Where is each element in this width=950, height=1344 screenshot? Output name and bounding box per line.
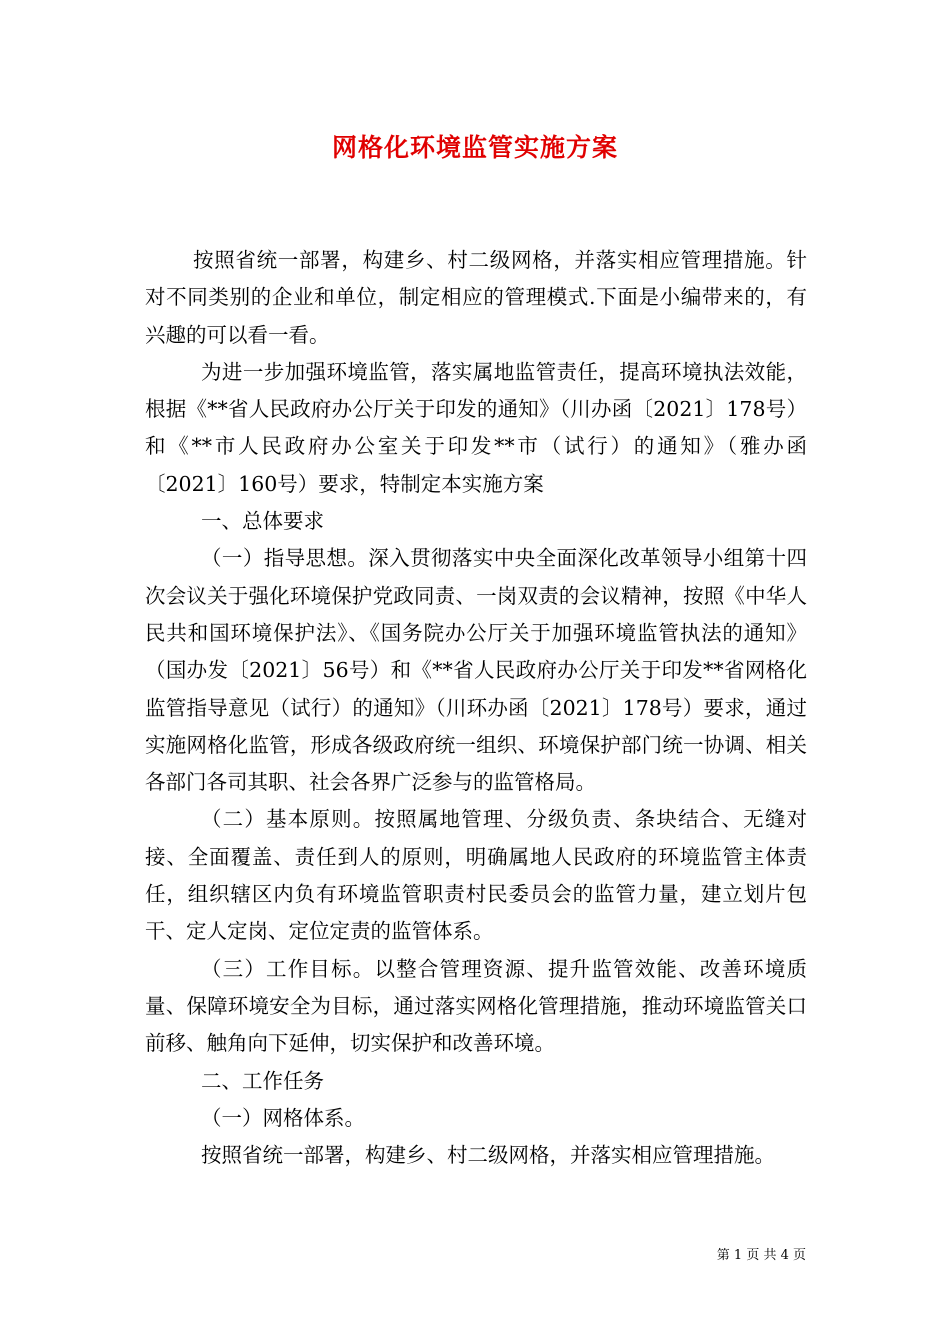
paragraph-basis: 为进一步加强环境监管，落实属地监管责任，提高环境执法效能，根据《**省人民政府办公厅关于印发的通知》（川办函〔2021〕178号）和《**市人民政府办公室关于印发**市（试行）的通知》（雅办函〔2021〕160号）要求，特制定本实施方案 <box>145 359 807 496</box>
document-body <box>145 242 807 1174</box>
paragraph-grid-system: 按照省统一部署，构建乡、村二级网格，并落实相应管理措施。 <box>201 1143 775 1168</box>
document-title: 网格化环境监管实施方案 <box>331 133 618 162</box>
heading-work-tasks: 二、工作任务 <box>201 1068 324 1093</box>
subheading-grid-system: （一）网格体系。 <box>201 1105 365 1130</box>
paragraph-intro: 按照省统一部署，构建乡、村二级网格，并落实相应管理措施。针对不同类别的企业和单位，制定相应的管理模式.下面是小编带来的，有兴趣的可以看一看。 <box>145 248 807 347</box>
paragraph-work-goals: （三）工作目标。以整合管理资源、提升监管效能、改善环境质量、保障环境安全为目标，通过落实网格化管理措施，推动环境监管关口前移、触角向下延伸，切实保护和改善环境。 <box>145 956 807 1056</box>
page-number: 第 1 页 共 4 页 <box>716 1248 806 1263</box>
paragraph-basic-principles: （二）基本原则。按照属地管理、分级负责、条块结合、无缝对接、全面覆盖、责任到人的原则，明确属地人民政府的环境监管主体责任，组织辖区内负有环境监管职责村民委员会的监管力量，建立划片包干、定人定岗、定位定责的监管体系。 <box>145 807 807 944</box>
paragraph-guiding-ideology: （一）指导思想。深入贯彻落实中央全面深化改革领导小组第十四次会议关于强化环境保护党政同责、一岗双责的会议精神，按照《中华人民共和国环境保护法》、《国务院办公厅关于加强环境监管执法的通知》（国办发〔2021〕56号）和《**省人民政府办公厅关于印发**省网格化监管指导意见（试行）的通知》（川环办函〔2021〕178号）要求，通过实施网格化监管，形成各级政府统一组织、环境保护部门统一协调、相关各部门各司其职、社会各界广泛参与的监管格局。 <box>145 546 807 795</box>
heading-general-requirements: 一、总体要求 <box>201 509 324 534</box>
